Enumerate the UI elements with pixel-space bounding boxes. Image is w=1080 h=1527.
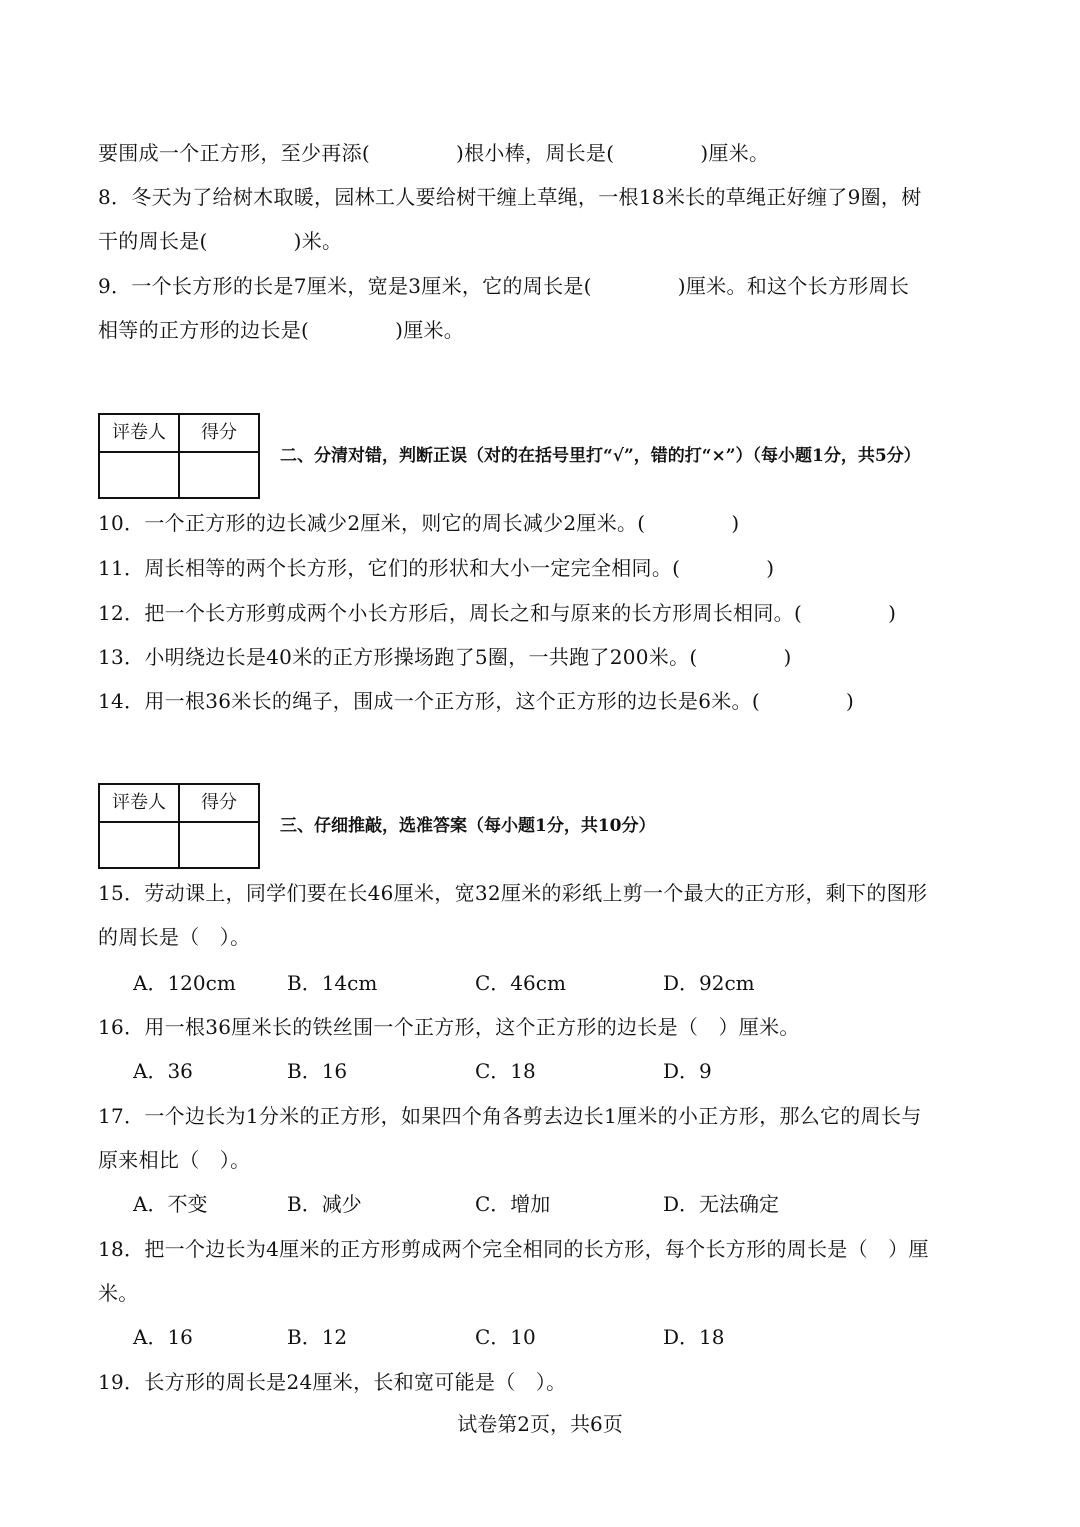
q12-line <box>98 599 896 627</box>
option-c[interactable]: C．10 <box>475 1325 536 1349</box>
option-a[interactable]: A．不变 <box>133 1192 208 1216</box>
page-footer: 试卷第2页，共6页 <box>457 1412 623 1436</box>
q7-text-b: )根小棒，周长是( <box>456 141 615 165</box>
q14-close: ) <box>845 689 855 713</box>
q15-line-2: 的周长是（ ）。 <box>98 925 251 949</box>
q9-text-d: )厘米。 <box>395 318 465 342</box>
option-b[interactable]: B．16 <box>287 1059 348 1083</box>
q13-close: ) <box>783 645 792 669</box>
q10-text: 10．一个正方形的边长减少2厘米，则它的周长减少2厘米。( <box>98 511 646 535</box>
q8-line-1: 8．冬天为了给树木取暖，园林工人要给树干缠上草绳，一根18米长的草绳正好缠了9圈，树 <box>98 185 922 209</box>
q12-close: ) <box>888 601 897 625</box>
reviewer-header: 评卷人 <box>99 784 179 822</box>
score-header: 得分 <box>179 414 259 452</box>
q10-line <box>98 509 740 537</box>
option-a[interactable]: A．36 <box>133 1059 193 1083</box>
score-table-section-3 <box>98 783 260 869</box>
q12-text: 12．把一个长方形剪成两个小长方形后，周长之和与原来的长方形周长相同。( <box>98 601 803 625</box>
q18-line-2: 米。 <box>98 1281 139 1305</box>
q16-line-1: 16．用一根36厘米长的铁丝围一个正方形，这个正方形的边长是（ ）厘米。 <box>98 1015 800 1039</box>
q11-line <box>98 554 774 582</box>
q10-close: ) <box>731 511 740 535</box>
q17-line-1: 17．一个边长为1分米的正方形，如果四个角各剪去边长1厘米的小正方形，那么它的周长与 <box>98 1104 922 1128</box>
option-a[interactable]: A．16 <box>133 1325 193 1349</box>
option-d[interactable]: D．92cm <box>663 971 755 995</box>
section-3-title: 三、仔细推敲，选准答案（每小题1分，共10分） <box>280 816 656 836</box>
q13-line <box>98 643 792 671</box>
q19-line-1: 19．长方形的周长是24厘米，长和宽可能是（ ）。 <box>98 1370 567 1394</box>
option-c[interactable]: C．增加 <box>475 1192 551 1216</box>
option-b[interactable]: B．12 <box>287 1325 348 1349</box>
q7-text-a: 要围成一个正方形，至少再添( <box>98 141 371 165</box>
option-b[interactable]: B．14cm <box>287 971 378 995</box>
reviewer-header: 评卷人 <box>99 414 179 452</box>
q7-text-c: )厘米。 <box>700 141 770 165</box>
q9-text-a: 9．一个长方形的长是7厘米，宽是3厘米，它的周长是( <box>98 274 592 298</box>
q9-line-1 <box>98 272 909 300</box>
q18-line-1: 18．把一个边长为4厘米的正方形剪成两个完全相同的长方形，每个长方形的周长是（ ）厘 <box>98 1237 929 1261</box>
q9-text-c: 相等的正方形的边长是( <box>98 318 310 342</box>
q13-text: 13．小明绕边长是40米的正方形操场跑了5圈，一共跑了200米。( <box>98 645 698 669</box>
q8-text-a: 干的周长是( <box>98 229 208 253</box>
option-c[interactable]: C．46cm <box>475 971 566 995</box>
option-b[interactable]: B．减少 <box>287 1192 362 1216</box>
score-header: 得分 <box>179 784 259 822</box>
score-table-section-2 <box>98 413 260 499</box>
option-d[interactable]: D．9 <box>663 1059 712 1083</box>
q9-text-b: )厘米。和这个长方形周长 <box>677 274 910 298</box>
section-2-title: 二、分清对错，判断正误（对的在括号里打“√”，错的打“×”）（每小题1分，共5分） <box>280 446 921 466</box>
q14-line <box>98 687 854 715</box>
q17-line-2: 原来相比（ ）。 <box>98 1148 251 1172</box>
option-d[interactable]: D．18 <box>663 1325 725 1349</box>
q9-line-2 <box>98 316 464 344</box>
q14-text: 14．用一根36米长的绳子，围成一个正方形，这个正方形的边长是6米。( <box>98 689 760 713</box>
reviewer-cell[interactable] <box>99 452 179 498</box>
option-d[interactable]: D．无法确定 <box>663 1192 780 1216</box>
score-cell[interactable] <box>179 452 259 498</box>
q7-line-2 <box>98 139 769 167</box>
q8-line-2 <box>98 227 342 255</box>
q8-text-b: )米。 <box>293 229 343 253</box>
score-cell[interactable] <box>179 822 259 868</box>
q11-close: ) <box>766 556 775 580</box>
q15-line-1: 15．劳动课上，同学们要在长46厘米，宽32厘米的彩纸上剪一个最大的正方形，剩下的图形 <box>98 881 928 905</box>
option-a[interactable]: A．120cm <box>133 971 236 995</box>
option-c[interactable]: C．18 <box>475 1059 536 1083</box>
reviewer-cell[interactable] <box>99 822 179 868</box>
q11-text: 11．周长相等的两个长方形，它们的形状和大小一定完全相同。( <box>98 556 681 580</box>
